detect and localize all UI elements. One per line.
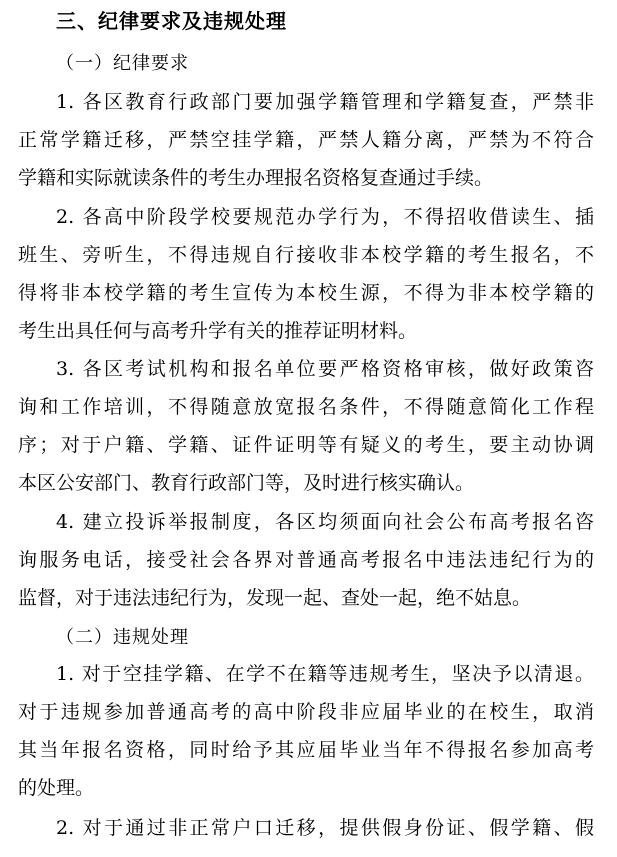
paragraph-line: 3. 各区考试机构和报名单位要严格资格审核，做好政策咨: [56, 358, 594, 380]
subsection-title-discipline: （一）纪律要求: [56, 53, 189, 74]
paragraph-line: 正常学籍迁移，严禁空挂学籍，严禁人籍分离，严禁为不符合: [18, 129, 594, 151]
paragraph-line: 2. 各高中阶段学校要规范办学行为，不得招收借读生、插: [56, 206, 594, 228]
paragraph-line: 本区公安部门、教育行政部门等，及时进行核实确认。: [18, 472, 475, 494]
paragraph-line: 1. 各区教育行政部门要加强学籍管理和学籍复查，严禁非: [56, 91, 594, 113]
paragraph-line: 的处理。: [18, 777, 95, 799]
paragraph-line: 对于违规参加普通高考的高中阶段非应届毕业的在校生，取消: [18, 701, 594, 723]
paragraph-line: 询和工作培训，不得随意放宽报名条件，不得随意简化工作程: [18, 396, 594, 418]
paragraph-line: 4. 建立投诉举报制度，各区均须面向社会公布高考报名咨: [56, 511, 594, 533]
paragraph-line: 得将非本校学籍的考生宣传为本校生源，不得为非本校学籍的: [18, 282, 594, 304]
paragraph-line: 2. 对于通过非正常户口迁移，提供假身份证、假学籍、假: [56, 817, 594, 839]
paragraph-line: 序；对于户籍、学籍、证件证明等有疑义的考生，要主动协调: [18, 434, 594, 456]
paragraph-line: 学籍和实际就读条件的考生办理报名资格复查通过手续。: [18, 167, 494, 189]
paragraph-line: 考生出具任何与高考升学有关的推荐证明材料。: [18, 320, 418, 342]
subsection-title-violations: （二）违规处理: [56, 627, 189, 648]
paragraph-line: 监督，对于违法违纪行为，发现一起、查处一起，绝不姑息。: [18, 587, 532, 609]
paragraph-line: 询服务电话，接受社会各界对普通高考报名中违法违纪行为的: [18, 549, 594, 571]
paragraph-line: 1. 对于空挂学籍、在学不在籍等违规考生，坚决予以清退。: [56, 663, 594, 685]
paragraph-line: 班生、旁听生，不得违规自行接收非本校学籍的考生报名，不: [18, 244, 594, 266]
paragraph-line: 其当年报名资格，同时给予其应届毕业当年不得报名参加高考: [18, 739, 594, 761]
section-heading: 三、纪律要求及违规处理: [56, 9, 287, 33]
